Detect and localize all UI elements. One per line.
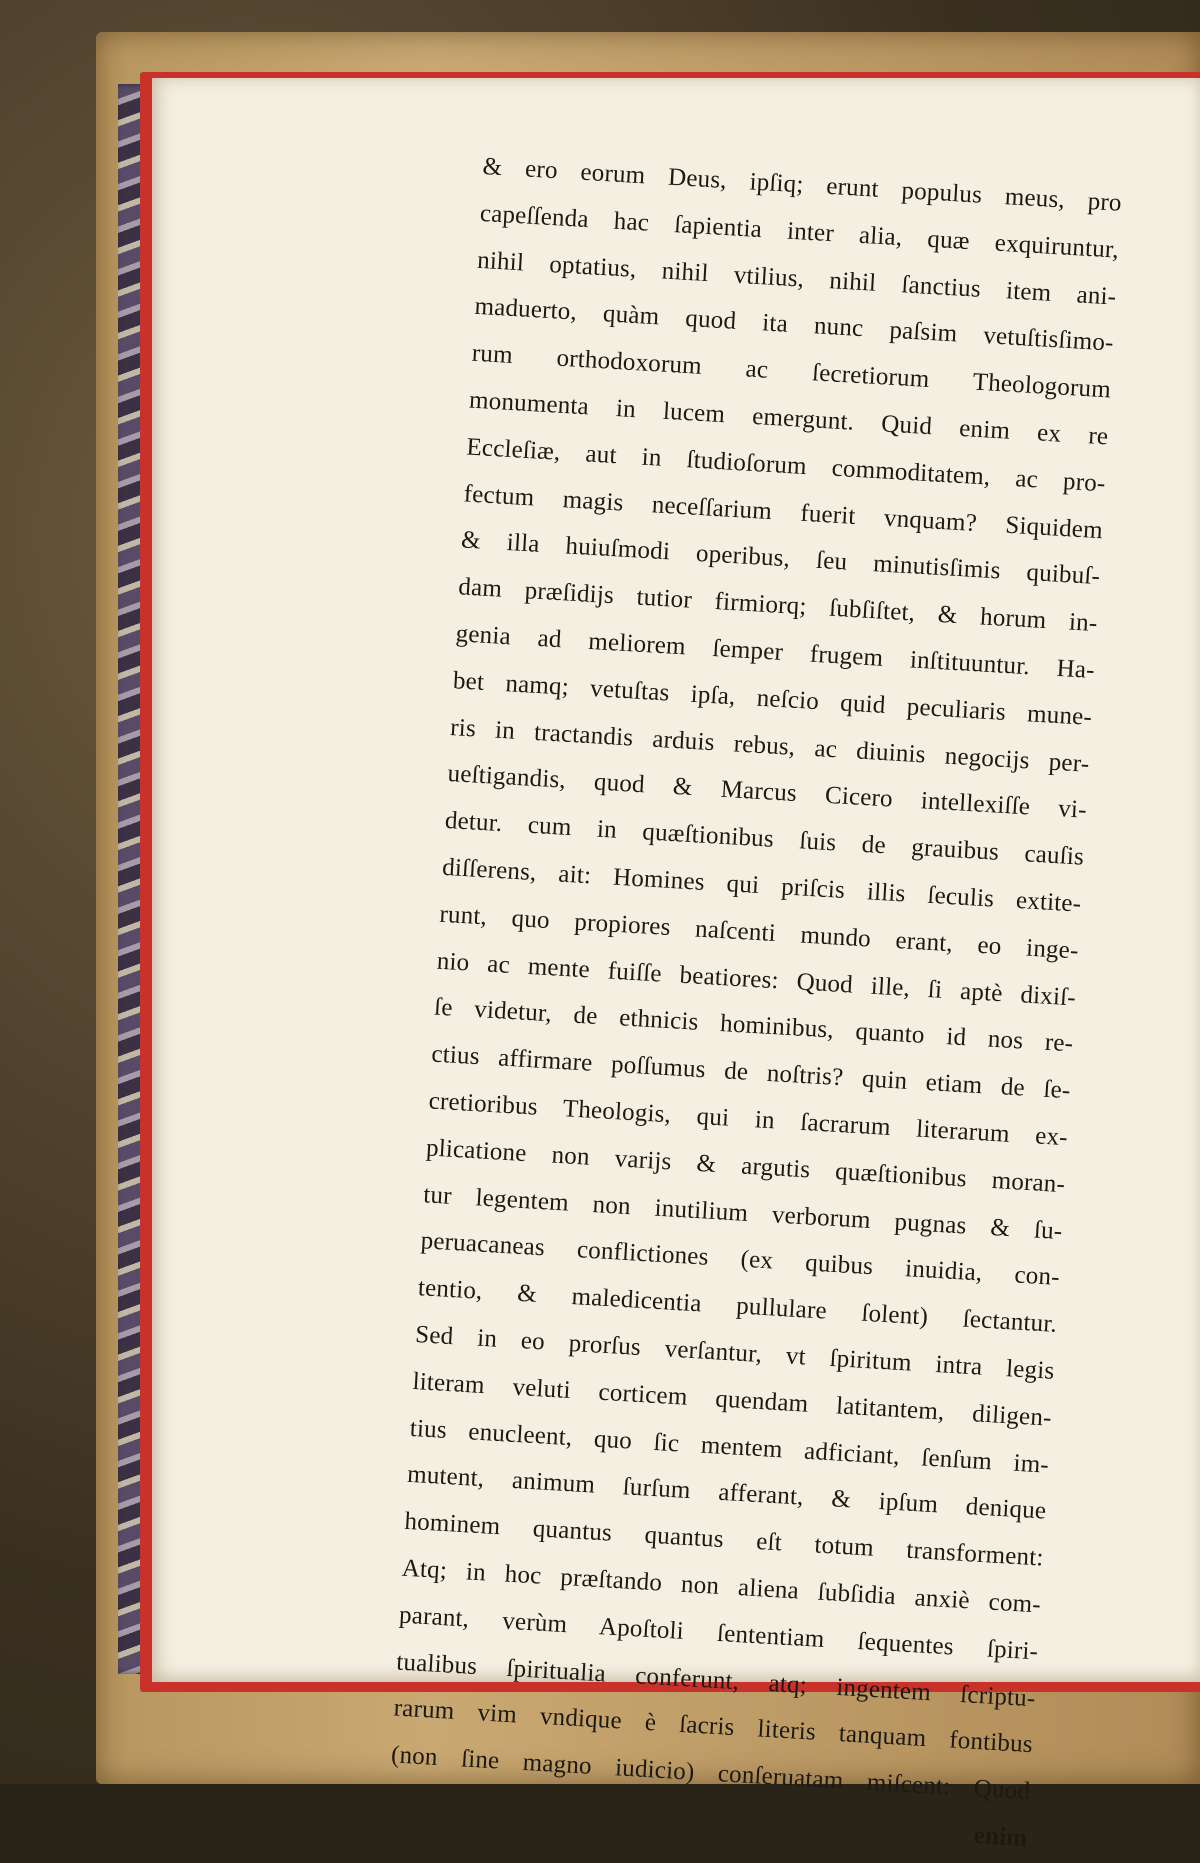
text-line: runt, quo propiores naſcenti mundo erant, eo inge-	[438, 900, 1080, 965]
text-line: monumenta in lucem emergunt. Quid enim ex re	[468, 386, 1109, 451]
text-line: diſſerens, ait: Homines qui priſcis illis ſeculis extite-	[441, 853, 1083, 918]
text-line: peruacaneas conflictiones (ex quibus inuidia, con-	[419, 1227, 1061, 1292]
text-line: plicatione non varijs & argutis quæſtionibus moran-	[425, 1134, 1066, 1198]
text-line: detur. cum in quæſtionibus ſuis de grauibus cauſis	[444, 807, 1085, 871]
text-line: dam præſidijs tutior firmiorq; ſubſiſtet, & horum in-	[457, 573, 1099, 638]
text-line: nio ac mente fuiſſe beatiores: Quod ille, ſi aptè dixiſ-	[436, 947, 1077, 1012]
text-line: Eccleſiæ, aut in ſtudioſorum commoditatem, ac pro-	[465, 433, 1107, 498]
text-line: rum orthodoxorum ac ſecretiorum Theologorum	[471, 339, 1112, 404]
text-line: & ero eorum Deus, ipſiq; erunt populus meus, pro	[481, 152, 1123, 217]
text-line: Sed in eo prorſus verſantur, vt ſpiritum intra legis	[414, 1320, 1056, 1385]
text-line: parant, verùm Apoſtoli ſententiam ſequentes ſpiri-	[398, 1601, 1039, 1666]
text-line: tualibus ſpiritualia conferunt, atq; ingentem ſcriptu-	[395, 1648, 1037, 1712]
text-line: tentio, & maledicentia pullulare ſolent) ſectantur.	[417, 1274, 1058, 1339]
text-line: hominem quantus quantus eſt totum transforment:	[403, 1507, 1045, 1572]
text-line: (non ſine magno iudicio) conſeruatam miſcent: Quod	[390, 1741, 1031, 1806]
text-line: mutent, animum ſurſum afferant, & ipſum denique	[406, 1461, 1047, 1525]
text-line: fectum magis neceſſarium fuerit vnquam? Siquidem	[463, 480, 1104, 544]
text-line: cretioribus Theologis, qui in ſacrarum literarum ex-	[428, 1087, 1069, 1152]
text-line: literam veluti corticem quendam latitantem, diligen-	[411, 1367, 1053, 1432]
text-line: & illa huiuſmodi operibus, ſeu minutisſimis quibuſ-	[460, 526, 1101, 591]
text-line: ſe videtur, de ethnicis hominibus, quanto id nos re-	[433, 993, 1074, 1058]
text-line: maduerto, quàm quod ita nunc paſsim vetuſtisſimo-	[473, 293, 1115, 357]
text-line: nihil optatius, nihil vtilius, nihil ſanctius item ani-	[476, 246, 1118, 311]
text-line: tius enucleent, quo ſic mentem adficiant, ſenſum im-	[409, 1414, 1050, 1479]
text-line: bet namq; vetuſtas ipſa, neſcio quid peculiaris mune-	[452, 666, 1093, 731]
text-line: ueſtigandis, quod & Marcus Cicero intellexiſſe vi-	[446, 760, 1088, 825]
catchword: enim	[973, 1821, 1029, 1852]
text-line: rarum vim vndique è ſacris literis tanquam fontibus	[393, 1694, 1034, 1759]
text-line: ris in tractandis arduis rebus, ac diuinis negocijs per-	[449, 713, 1091, 778]
text-line: ctius affirmare poſſumus de noſtris? quin etiam de ſe-	[430, 1040, 1072, 1105]
text-line: capeſſenda hac ſapientia inter alia, quæ exquiruntur,	[479, 199, 1120, 264]
text-line: genia ad meliorem ſemper frugem inſtituuntur. Ha-	[454, 620, 1096, 684]
page-text	[387, 144, 1123, 1863]
text-line: tur legentem non inutilium verborum pugnas & ſu-	[422, 1180, 1064, 1245]
text-line: Atq; in hoc præſtando non aliena ſubſidia anxiè com-	[401, 1554, 1042, 1619]
